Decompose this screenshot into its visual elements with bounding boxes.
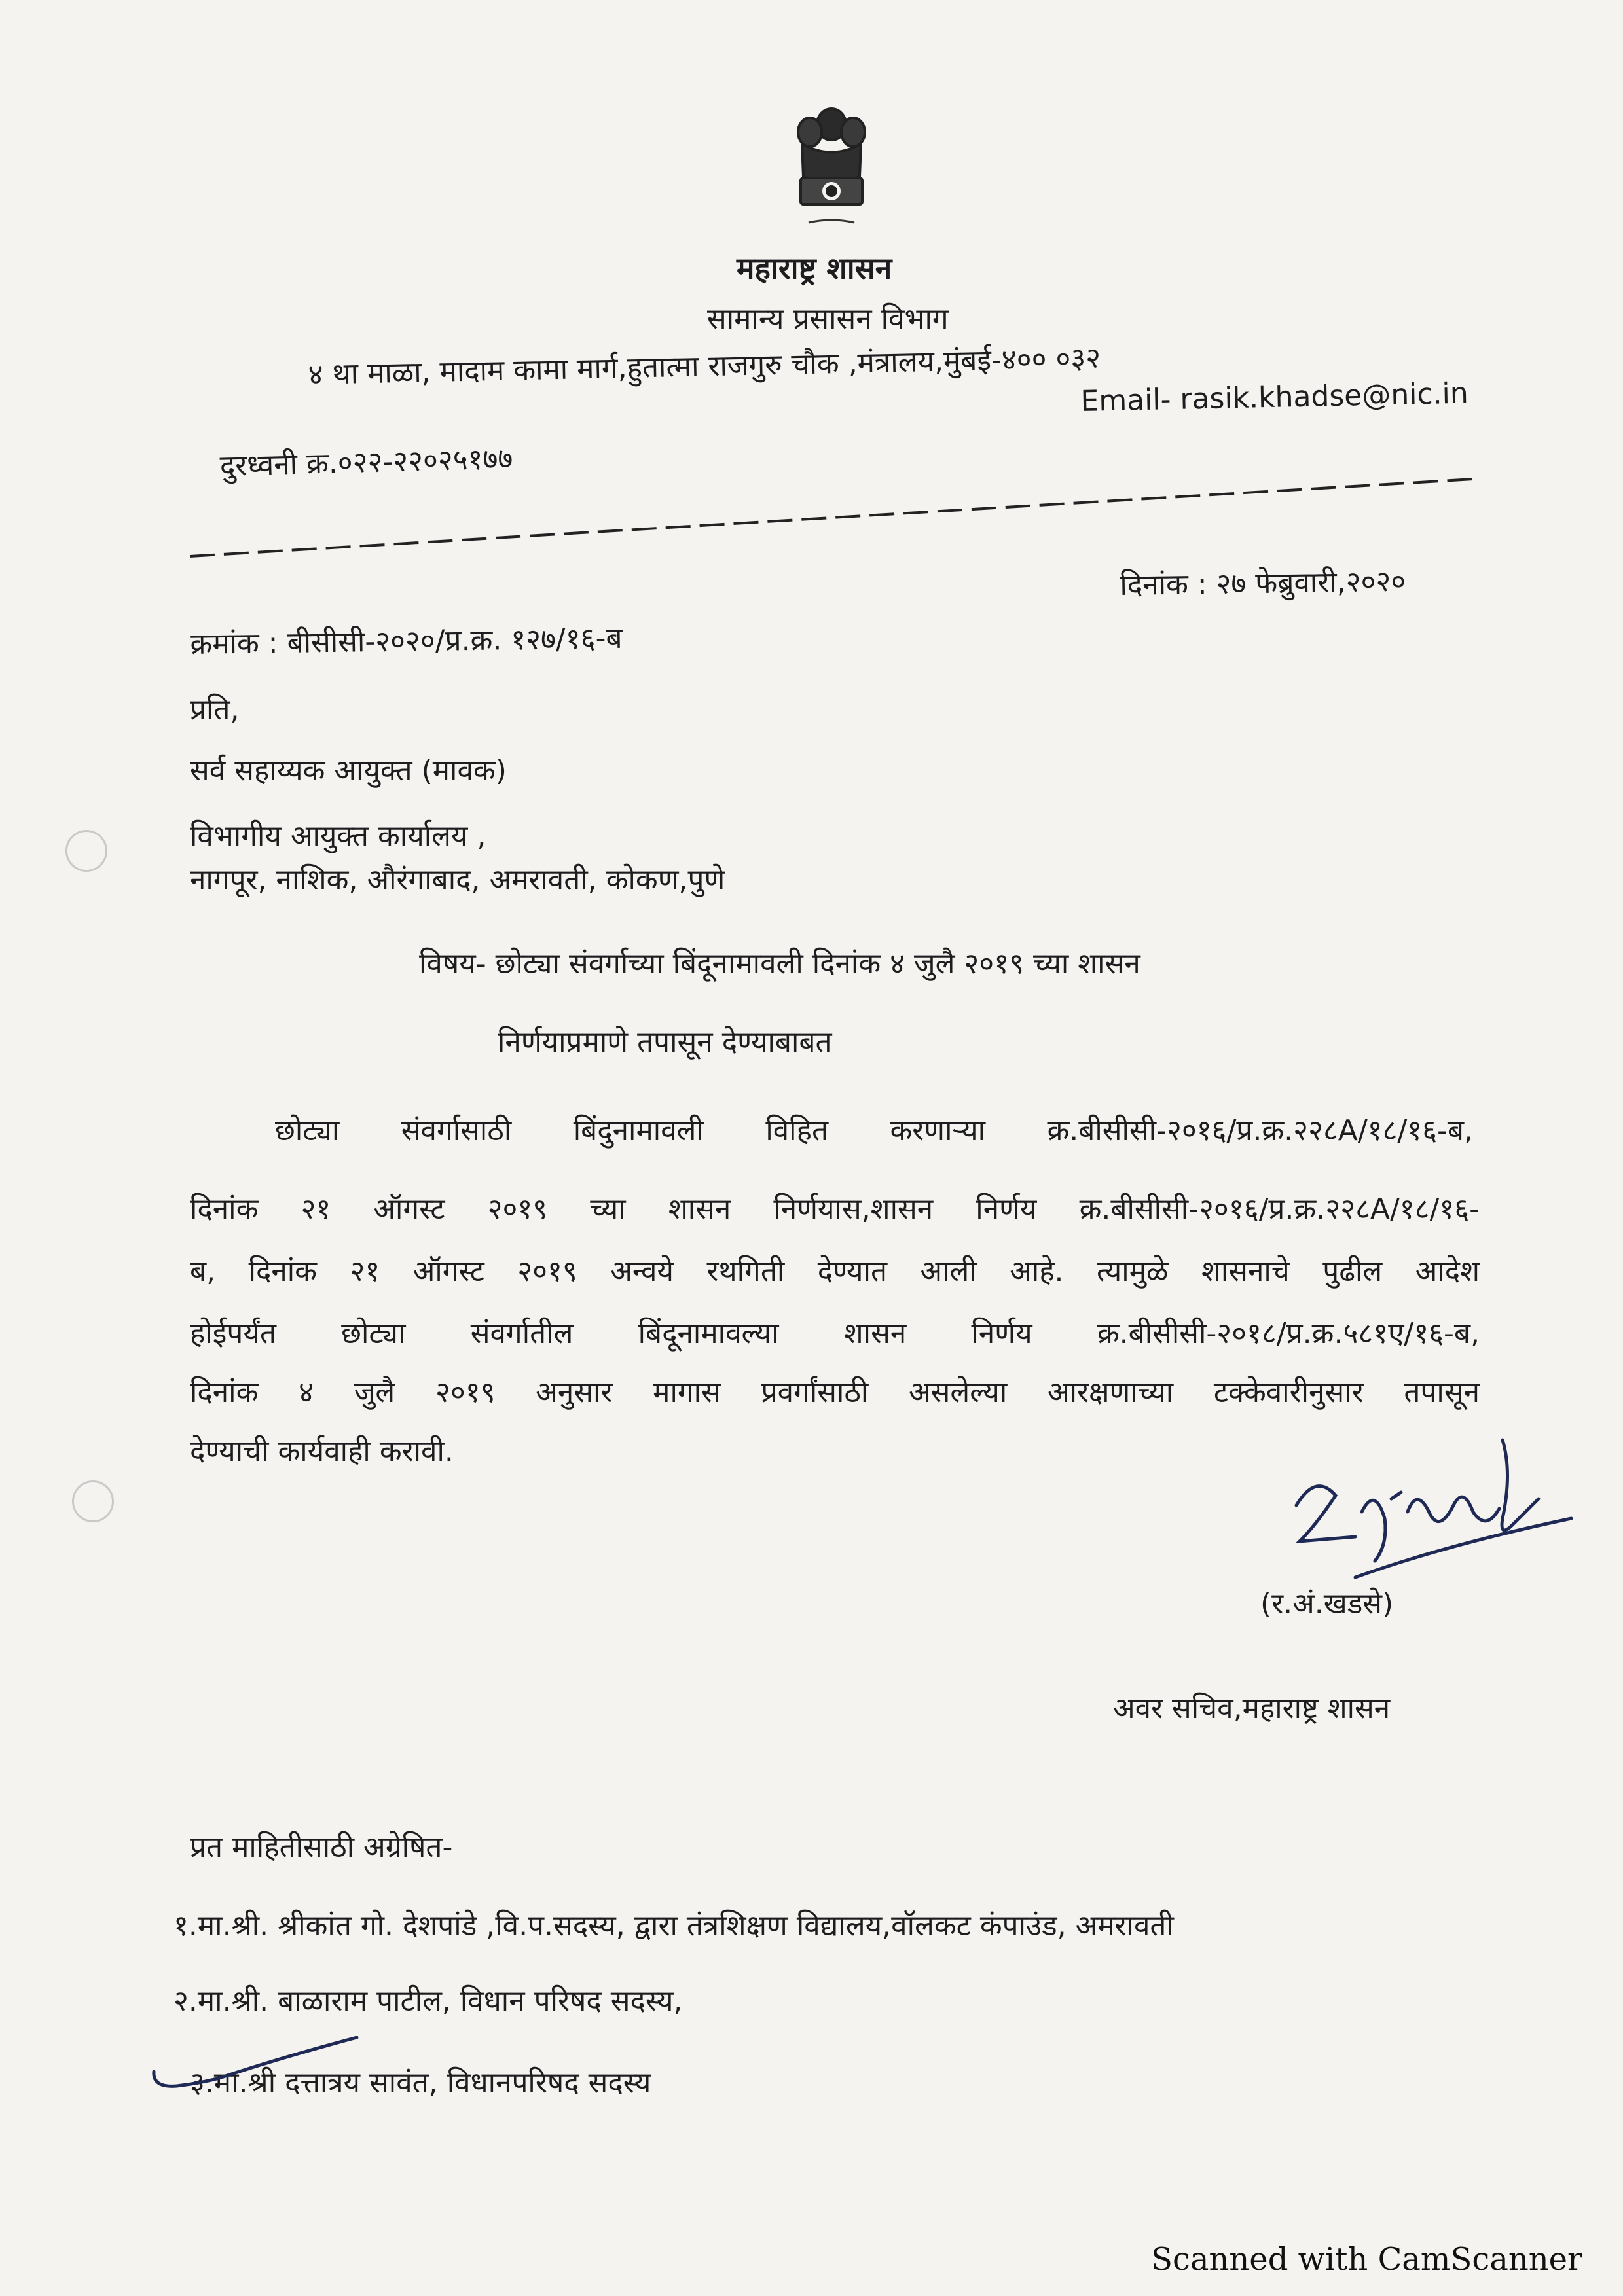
body-line: दिनांक ४ जुलै २०१९ अनुसार मागास प्रवर्गांसाठी असलेल्या आरक्षणाच्या टक्केवारीनुसार तपासून [190, 1376, 1480, 1409]
body-line: ब, दिनांक २१ ऑगस्ट २०१९ अन्वये रथगिती देण्यात आली आहे. त्यामुळे शासनाचे पुढील आदेश [190, 1255, 1480, 1288]
department-name: सामान्य प्रसासन विभाग [707, 302, 949, 336]
signatory-title: अवर सचिव,महाराष्ट्र शासन [1113, 1692, 1391, 1725]
punch-hole [65, 830, 107, 872]
body-line: छोट्या संवर्गासाठी बिंदुनामावली विहित करणाऱ्या क्र.बीसीसी-२०१६/प्र.क्र.२२८A/१८/१६-ब, [275, 1114, 1473, 1147]
letter-date: दिनांक : २७ फेब्रुवारी,२०२० [1120, 564, 1406, 602]
recipient-line: नागपूर, नाशिक, औरंगाबाद, अमरावती, कोकण,पुणे [190, 863, 725, 897]
copy-to-item: १.मा.श्री. श्रीकांत गो. देशपांडे ,वि.प.सदस्य, द्वारा तंत्रशिक्षण विद्यालय,वॉलकट कंपाउंड, अमरावती [173, 1909, 1174, 1943]
body-line: दिनांक २१ ऑगस्ट २०१९ च्या शासन निर्णयास,शासन निर्णय क्र.बीसीसी-२०१६/प्र.क्र.२२८A/१८/१६- [190, 1193, 1480, 1226]
handwritten-signature [1277, 1414, 1578, 1597]
government-name: महाराष्ट्र शासन [737, 251, 892, 286]
subject-line: निर्णयाप्रमाणे तपासून देण्याबाबत [498, 1026, 832, 1059]
pen-mark [147, 2032, 363, 2111]
copy-to-heading: प्रत माहितीसाठी अग्रेषित- [190, 1831, 453, 1864]
recipient-line: विभागीय आयुक्त कार्यालय , [190, 819, 486, 853]
body-line: देण्याची कार्यवाही करावी. [190, 1435, 454, 1468]
copy-to-item: ३.मा.श्री दत्तात्रय सावंत, विधानपरिषद सदस्य [190, 2066, 651, 2100]
office-email: Email- rasik.khadse@nic.in [1080, 376, 1469, 418]
header-divider [190, 471, 1480, 569]
subject-line: विषय- छोट्या संवर्गाच्या बिंदूनामावली दिनांक ४ जुलै २०१९ च्या शासन [419, 947, 1140, 980]
office-address: ४ था माळा, मादाम कामा मार्ग,हुतात्मा राजगुरु चौक ,मंत्रालय,मुंबई-४०० ०३२ [308, 341, 1101, 391]
office-phone: दुरध्वनी क्र.०२२-२२०२५१७७ [219, 442, 513, 483]
recipient-line: सर्व सहाय्यक आयुक्त (मावक) [190, 754, 507, 787]
letter-to: प्रति, [190, 693, 240, 726]
body-line: होईपर्यंत छोट्या संवर्गातील बिंदूनामावल्या शासन निर्णय क्र.बीसीसी-२०१८/प्र.क्र.५८१ए/१६-ब, [190, 1317, 1480, 1350]
copy-to-item: २.मा.श्री. बाळाराम पाटील, विधान परिषद सदस्य, [173, 1984, 683, 2018]
state-emblem-icon [782, 98, 881, 239]
scanner-watermark: Scanned with CamScanner [1151, 2241, 1582, 2278]
punch-hole [72, 1480, 114, 1522]
letter-reference: क्रमांक : बीसीसी-२०२०/प्र.क्र. १२७/१६-ब [190, 621, 623, 661]
signatory-name: (र.अं.खडसे) [1260, 1587, 1394, 1621]
